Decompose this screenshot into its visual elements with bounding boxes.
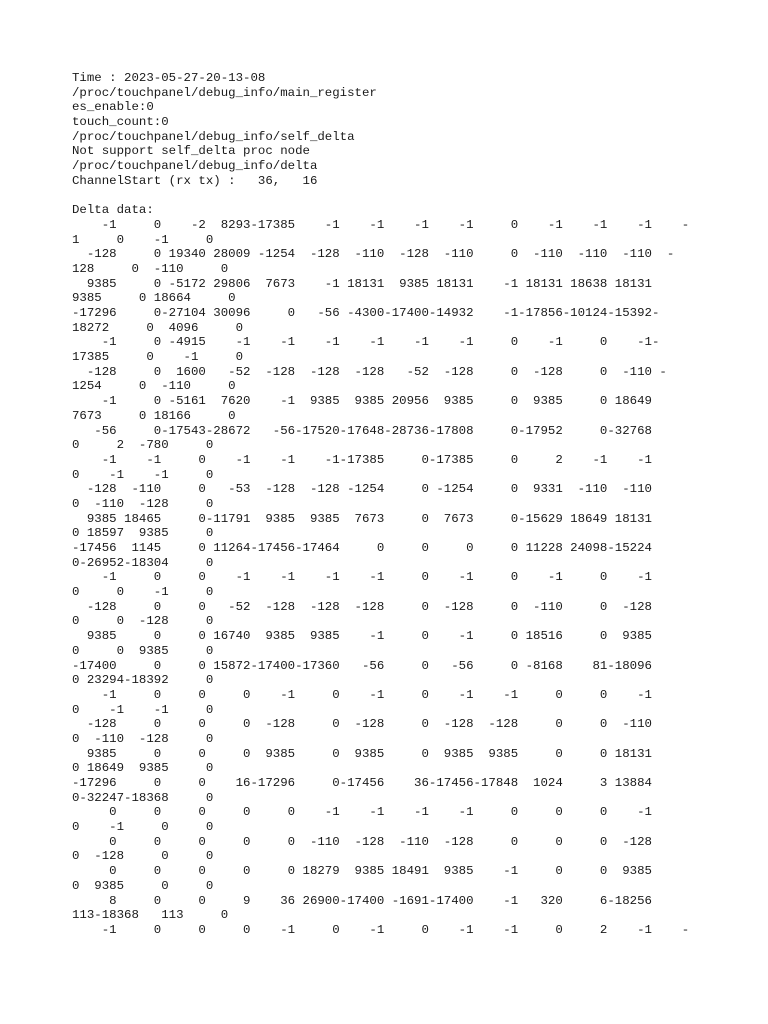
log-line: touch_count:0 <box>72 115 169 130</box>
log-line: -1 0 -5161 7620 -1 9385 9385 20956 9385 0 9385 0 18649 <box>72 394 652 409</box>
log-line: 9385 0 0 16740 9385 9385 -1 0 -1 0 18516 0 9385 <box>72 629 652 644</box>
log-line: /proc/touchpanel/debug_info/main_register <box>72 85 377 100</box>
log-line: 0 -1 0 0 <box>72 820 214 835</box>
log-line: -17400 0 0 15872-17400-17360 -56 0 -56 0 -8168 81-18096 <box>72 658 652 673</box>
log-line: Delta data: <box>72 203 154 218</box>
log-line: -1 -1 0 -1 -1 -1-17385 0-17385 0 2 -1 -1 <box>72 452 652 467</box>
log-line: 0 -1 -1 0 <box>72 702 214 717</box>
log-line: /proc/touchpanel/debug_info/delta <box>72 159 318 174</box>
log-line: 1 0 -1 0 <box>72 232 214 247</box>
log-line: -17456 1145 0 11264-17456-17464 0 0 0 0 11228 24098-15224 <box>72 541 652 555</box>
log-line: 17385 0 -1 0 <box>72 350 244 365</box>
log-line: Time : 2023-05-27-20-13-08 <box>72 71 266 85</box>
log-line: 0 0 0 0 0 18279 9385 18491 9385 -1 0 0 9385 <box>72 864 652 879</box>
log-line: 0 0 -1 0 <box>72 585 214 600</box>
log-line: 0 9385 0 0 <box>72 878 214 893</box>
log-line: 0 2 -780 0 <box>72 438 214 453</box>
log-line: -1 0 -2 8293-17385 -1 -1 -1 -1 0 -1 -1 -1 - <box>72 217 690 232</box>
log-line: 8 0 0 9 36 26900-17400 -1691-17400 -1 320 6-18256 <box>72 893 652 908</box>
log-line: 0 -128 0 0 <box>72 849 214 864</box>
log-line: -128 0 0 0 -128 0 -128 0 -128 -128 0 0 -110 <box>72 717 652 732</box>
log-line: -1 0 0 0 -1 0 -1 0 -1 -1 0 2 -1 - <box>72 922 690 937</box>
log-line: -17296 0-27104 30096 0 -56 -4300-17400-14932 -1-17856-10124-15392- <box>72 306 660 320</box>
log-line: 0 18649 9385 0 <box>72 761 214 776</box>
log-line: 0-26952-18304 0 <box>72 555 214 570</box>
debug-log-text <box>72 71 752 938</box>
log-line: /proc/touchpanel/debug_info/self_delta <box>72 129 355 144</box>
log-line: 0 0 -128 0 <box>72 614 214 629</box>
log-line: -128 0 1600 -52 -128 -128 -128 -52 -128 0 -128 0 -110 - <box>72 364 667 379</box>
log-line: -17296 0 0 16-17296 0-17456 36-17456-17848 1024 3 13884 <box>72 776 652 790</box>
log-line: -1 0 0 0 -1 0 -1 0 -1 -1 0 0 -1 <box>72 687 652 702</box>
log-line: 9385 0 0 0 9385 0 9385 0 9385 9385 0 0 18131 <box>72 746 652 761</box>
log-line: 9385 0 18664 0 <box>72 291 236 306</box>
log-line: -128 -110 0 -53 -128 -128 -1254 0 -1254 0 9331 -110 -110 <box>72 482 652 497</box>
log-line: 0 -110 -128 0 <box>72 496 214 511</box>
log-line: 7673 0 18166 0 <box>72 408 236 423</box>
log-line: 0 0 0 0 0 -110 -128 -110 -128 0 0 0 -128 <box>72 834 652 849</box>
log-line: 113-18368 113 0 <box>72 908 229 923</box>
log-line: 18272 0 4096 0 <box>72 320 244 335</box>
log-line: Not support self_delta proc node <box>72 144 310 159</box>
log-line: 0 0 0 0 0 -1 -1 -1 -1 0 0 0 -1 <box>72 805 652 820</box>
log-line: 1254 0 -110 0 <box>72 379 236 394</box>
log-line <box>72 189 752 204</box>
log-line: 0 -110 -128 0 <box>72 731 214 746</box>
log-line: -56 0-17543-28672 -56-17520-17648-28736-17808 0-17952 0-32768 <box>72 423 652 438</box>
log-line: 0 -1 -1 0 <box>72 467 214 482</box>
log-line: 0-32247-18368 0 <box>72 790 214 805</box>
log-line: 0 0 9385 0 <box>72 643 214 658</box>
log-line: 0 23294-18392 0 <box>72 673 214 688</box>
log-line: 128 0 -110 0 <box>72 261 229 276</box>
log-line: -128 0 0 -52 -128 -128 -128 0 -128 0 -110 0 -128 <box>72 599 652 614</box>
log-line: 0 18597 9385 0 <box>72 526 214 541</box>
log-line: -128 0 19340 28009 -1254 -128 -110 -128 -110 0 -110 -110 -110 - <box>72 247 675 262</box>
log-line: 9385 0 -5172 29806 7673 -1 18131 9385 18131 -1 18131 18638 18131 <box>72 276 652 291</box>
log-line: 9385 18465 0-11791 9385 9385 7673 0 7673 0-15629 18649 18131 <box>72 511 652 526</box>
log-line: -1 0 0 -1 -1 -1 -1 0 -1 0 -1 0 -1 <box>72 570 652 585</box>
log-line: ChannelStart (rx tx) : 36, 16 <box>72 173 318 188</box>
log-line: es_enable:0 <box>72 100 154 115</box>
log-line: -1 0 -4915 -1 -1 -1 -1 -1 -1 0 -1 0 -1- <box>72 335 660 350</box>
